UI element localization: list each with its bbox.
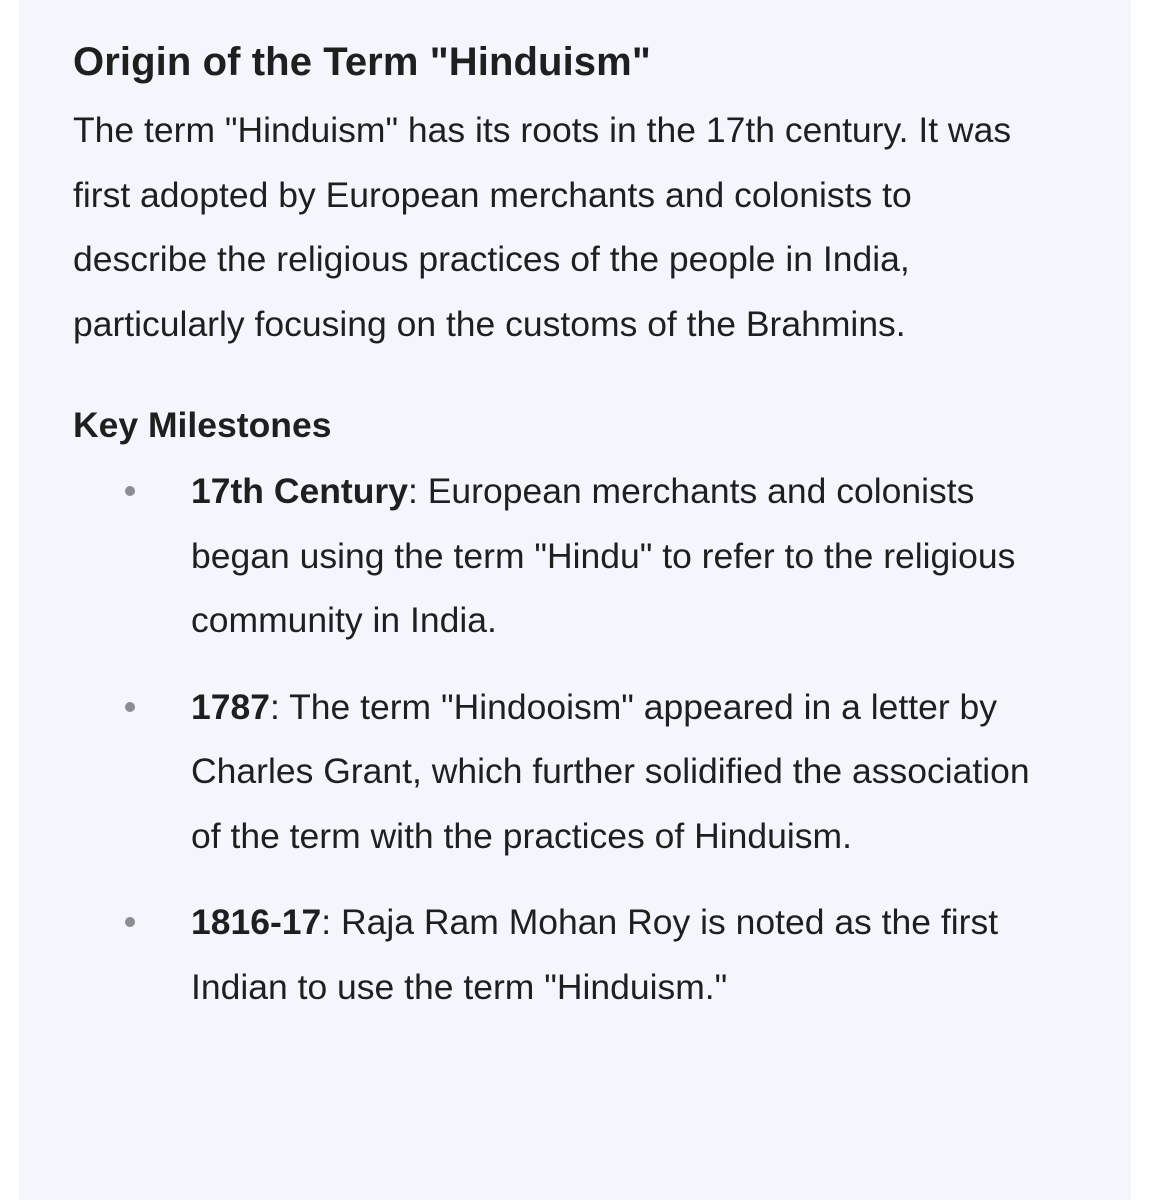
milestones-heading: Key Milestones (73, 405, 332, 445)
milestone-term: 1816-17 (191, 902, 322, 942)
response-card (19, 0, 1131, 1200)
bullet-icon (125, 917, 135, 927)
milestone-text: : Raja Ram Mohan Roy is noted as the first Indian to use the term "Hinduism." (191, 902, 999, 1007)
milestone-item (73, 890, 1061, 1019)
intro-paragraph: The term "Hinduism" has its roots in the 17th century. It was first adopted by European merchants and colonists to describe the religious practices of the people in India, particularly focusing on the customs of the Brahmins. (73, 110, 1012, 344)
milestone-text: : The term "Hindooism" appeared in a letter by Charles Grant, which further solidified the association of the term with the practices of Hinduism. (191, 686, 1030, 856)
milestone-term: 17th Century (191, 471, 408, 511)
milestone-item (73, 675, 1061, 869)
milestone-term: 1787 (191, 686, 270, 727)
milestone-text: : European merchants and colonists began using the term "Hindu" to refer to the religious community in India. (191, 471, 1016, 640)
response-content (73, 36, 1093, 1041)
bullet-icon (125, 702, 135, 712)
milestones-list (73, 459, 1093, 1019)
section-title: Origin of the Term "Hinduism" (73, 40, 651, 84)
bullet-icon (125, 486, 135, 496)
milestone-item (73, 459, 1061, 653)
